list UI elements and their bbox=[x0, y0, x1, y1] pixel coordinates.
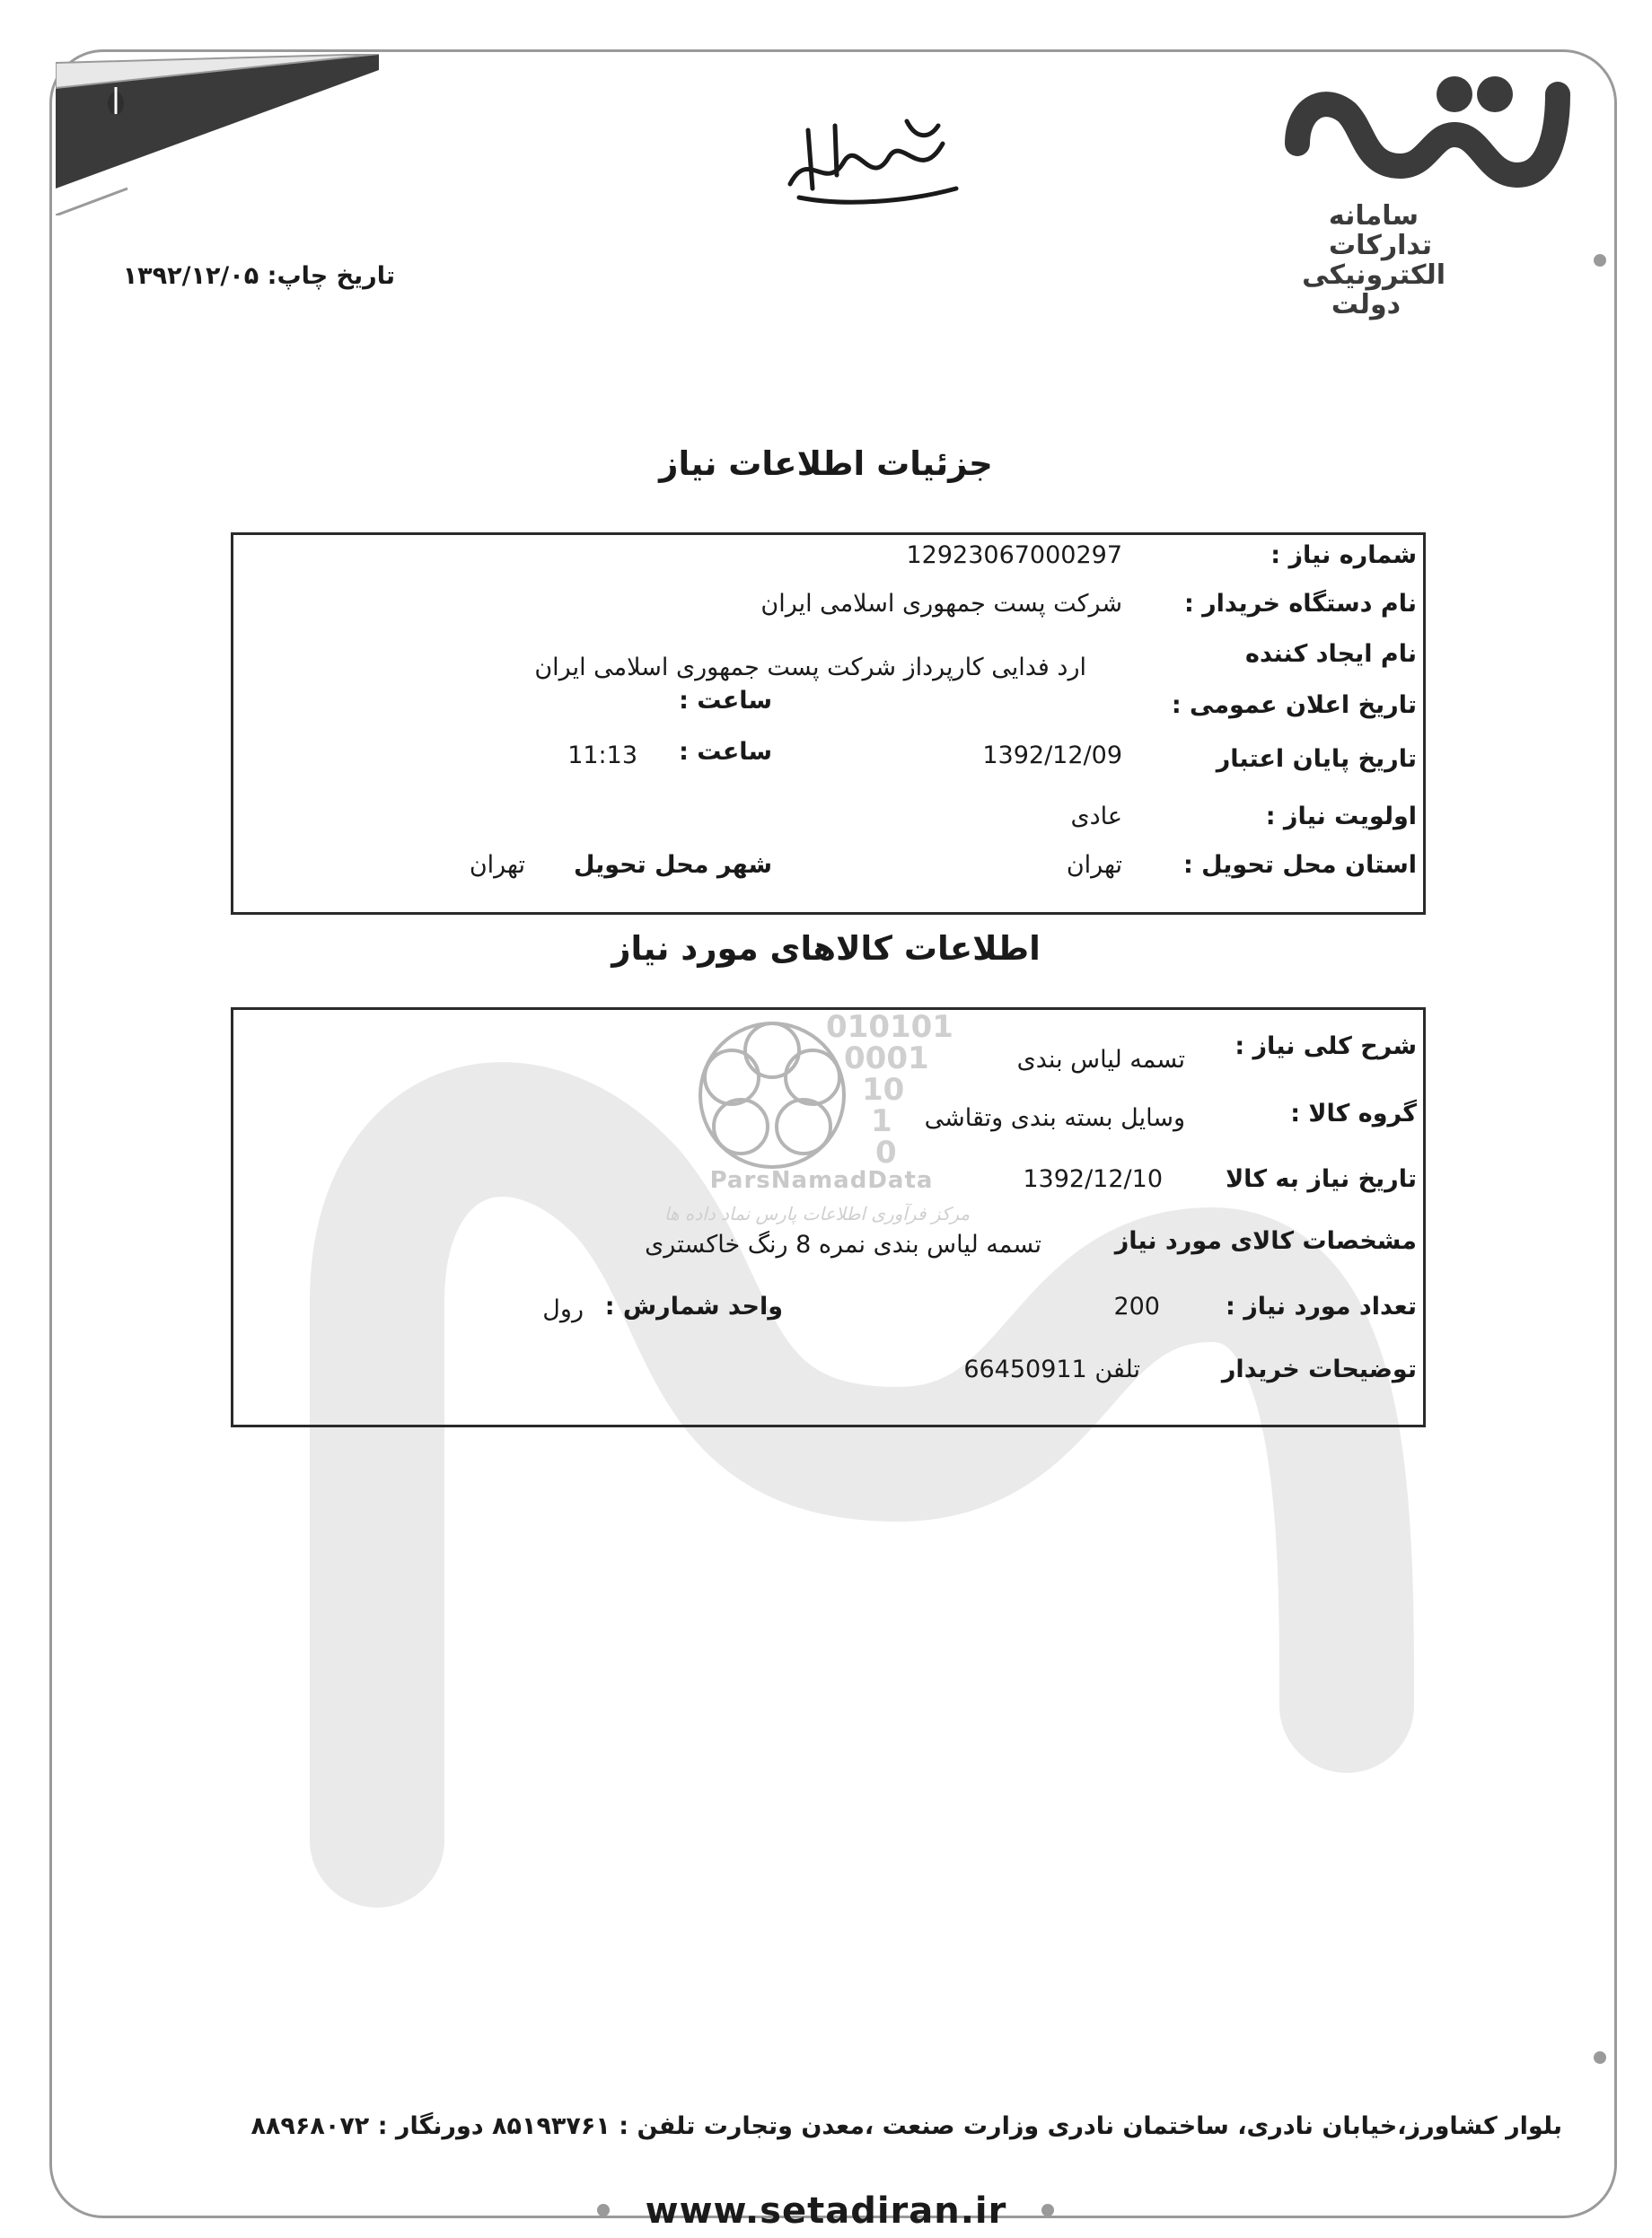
need-number-value: 12923067000297 bbox=[906, 541, 1122, 569]
qty-value: 200 bbox=[1113, 1293, 1160, 1321]
frame-dot bbox=[1594, 254, 1606, 267]
footer-website-link[interactable]: www.setadiran.ir bbox=[645, 2190, 1007, 2232]
goods-title: اطلاعات کالاهای مورد نیاز bbox=[611, 929, 1041, 968]
need-number-label: شماره نیاز : bbox=[1270, 541, 1417, 569]
qty-label: تعداد مورد نیاز : bbox=[1226, 1293, 1417, 1321]
creator-value: ارد فدایی کارپرداز شرکت پست جمهوری اسلامی ایران bbox=[534, 654, 1086, 681]
watermark-digits: 0001 bbox=[844, 1040, 929, 1076]
validity-end-date: 1392/12/09 bbox=[982, 742, 1122, 769]
notes-value: تلفن 66450911 bbox=[963, 1356, 1140, 1383]
watermark-digits: 1 bbox=[871, 1103, 892, 1139]
watermark-digits: 010101 bbox=[826, 1009, 953, 1045]
spec-value: تسمه لیاس بندی نمره 8 رنگ خاکستری bbox=[645, 1231, 1041, 1259]
iran-emblem-icon bbox=[56, 54, 379, 215]
summary-label: شرح کلی نیاز : bbox=[1235, 1032, 1417, 1060]
announce-date-label: تاریخ اعلان عمومی : bbox=[1171, 691, 1417, 719]
need-date-value: 1392/12/10 bbox=[1023, 1165, 1163, 1193]
city-value: تهران bbox=[469, 851, 525, 879]
logo-line: دولت bbox=[1331, 289, 1401, 320]
creator-label: نام ایجاد کننده bbox=[1245, 640, 1417, 668]
frame-dot bbox=[1594, 2051, 1606, 2064]
watermark-subtitle: مرکز فرآوری اطلاعات پارس نماد داده ها bbox=[663, 1203, 971, 1224]
validity-time-label: ساعت : bbox=[679, 738, 772, 766]
group-label: گروه کالا : bbox=[1290, 1100, 1417, 1128]
print-date: تاریخ چاپ: ۱۳۹۲/۱۲/۰۵ bbox=[122, 262, 395, 290]
watermark-digits: 10 bbox=[862, 1072, 905, 1108]
buyer-value: شرکت پست جمهوری اسلامی ایران bbox=[760, 590, 1122, 618]
announce-time-label: ساعت : bbox=[679, 687, 772, 715]
notes-label: توضیحات خریدار bbox=[1221, 1356, 1417, 1383]
need-details-title: جزئیات اطلاعات نیاز bbox=[659, 444, 993, 483]
validity-time-value: 11:13 bbox=[567, 742, 637, 769]
watermark-digits: 0 bbox=[875, 1135, 897, 1171]
priority-label: اولویت نیاز : bbox=[1265, 803, 1417, 830]
logo-line: سامانه bbox=[1328, 200, 1419, 232]
footer-address: بلوار کشاورز،خیابان نادری، ساختمان نادری وزارت صنعت ،معدن وتجارت تلفن : ۸۵۱۹۳۷۶۱ دورنگار : ۸۸۹۶۸۰۷۲ bbox=[250, 2112, 1562, 2140]
province-label: استان محل تحویل : bbox=[1182, 851, 1417, 879]
need-date-label: تاریخ نیاز به کالا bbox=[1226, 1165, 1417, 1193]
spec-label: مشخصات کالای مورد نیاز bbox=[1114, 1227, 1417, 1255]
setad-logo-icon bbox=[1275, 58, 1580, 355]
summary-value: تسمه لیاس بندی bbox=[1016, 1046, 1185, 1074]
logo-line: الکترونیکی bbox=[1302, 259, 1446, 291]
group-value: وسایل بسته بندی وتقاشی bbox=[924, 1104, 1185, 1132]
province-value: تهران bbox=[1066, 851, 1122, 879]
logo-line: تدارکات bbox=[1328, 230, 1432, 261]
validity-end-label: تاریخ پایان اعتبار bbox=[1216, 745, 1417, 773]
unit-value: رول bbox=[542, 1295, 584, 1323]
priority-value: عادی bbox=[1070, 803, 1122, 830]
buyer-label: نام دستگاه خریدار : bbox=[1183, 590, 1417, 618]
watermark-brand: ParsNamadData bbox=[709, 1167, 934, 1194]
city-label: شهر محل تحویل bbox=[573, 851, 772, 879]
bismillah-calligraphy-icon bbox=[772, 112, 970, 211]
unit-label: واحد شمارش : bbox=[604, 1293, 783, 1321]
